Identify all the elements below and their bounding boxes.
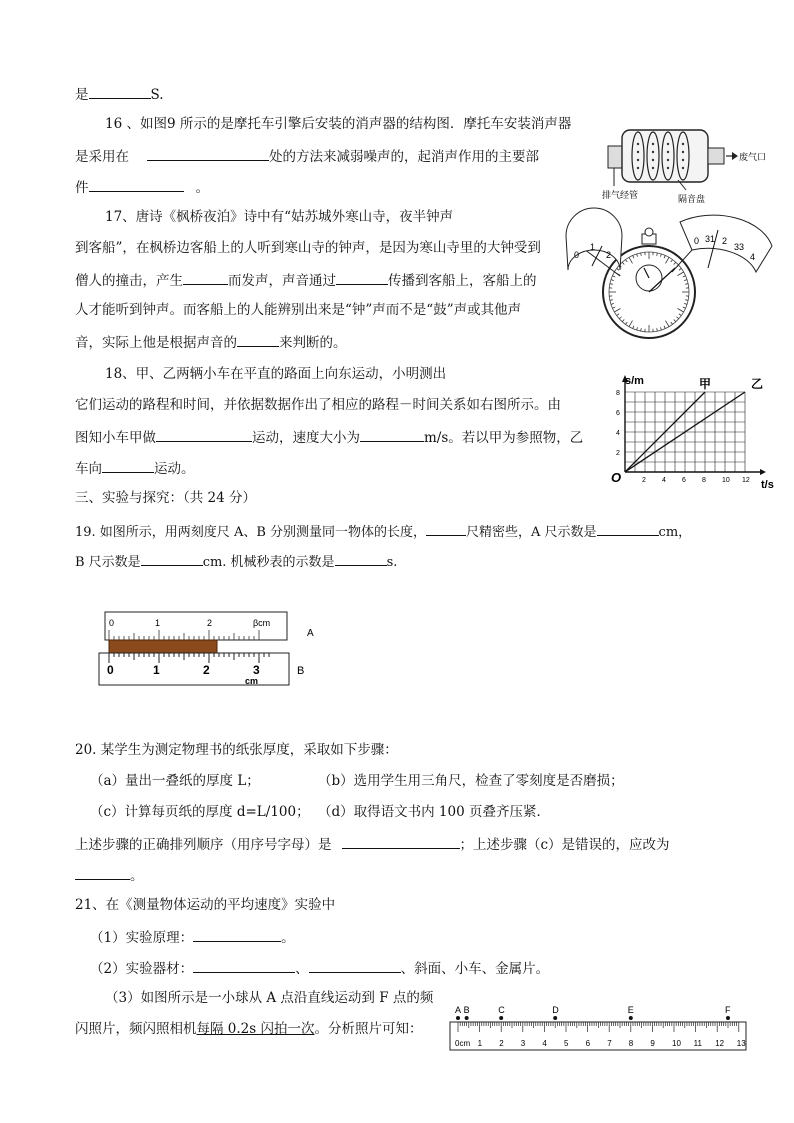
q19-line2 [75,551,397,572]
ruler-b-unit: cm [245,676,259,686]
text: ；上述步骤（c）是错误的，应改为 [459,837,670,853]
zoom-tick: 4 [750,252,756,262]
text: 僧人的撞击，产生 [75,273,183,289]
text: 。 [281,930,295,946]
strobe-tick-label: 3 [520,1039,526,1048]
text: 传播到客船上，客船上的 [388,273,537,289]
ruler-a-label: 2 [207,618,213,628]
q20-step-b: （b）选用学生用三角尺，检查了零刻度是否磨损； [318,773,624,789]
text: 运动，速度大小为 [252,430,360,446]
series-label: 甲 [699,377,712,391]
q18-line2: 它们运动的路程和时间，并依据数据作出了相应的路程－时间关系如右图所示。由 [75,397,561,413]
text: 件 [75,180,89,196]
strobe-dot [465,1016,469,1020]
answer-blank[interactable] [237,332,279,347]
answer-blank[interactable] [75,865,130,880]
ruler-b-label: 0 [107,663,114,677]
strobe-tick-label: 8 [628,1039,634,1048]
q17-line5 [75,332,347,352]
section-title: 三、实验与探究：（共 24 分） [75,490,257,506]
text: B 尺示数是 [75,555,141,570]
outlet-pipe [708,148,724,164]
answer-blank[interactable] [141,551,203,566]
strobe-point-label: C [498,1005,505,1015]
text: 。 [130,868,144,884]
x-tick-label: 10 [722,477,730,484]
answer-blank[interactable] [336,270,388,285]
q17-line3 [75,270,537,290]
q18-line3 [75,427,583,447]
distance-time-chart [605,372,785,490]
strobe-tick-label: 1 [477,1039,483,1048]
exhaust-in-label: 排气经管 [602,190,639,200]
text: 。分析照片可知： [314,1021,423,1037]
q20-step-d: （d）取得语文书内 100 页叠齐压紧． [318,804,550,820]
text: 、 [295,961,309,977]
ruler-a-tag: A [307,628,314,639]
ruler-b-label: 3 [253,663,260,677]
q18-line4 [75,458,195,478]
q20-step-c: （c）计算每页纸的厚度 d=L/100； [90,804,310,820]
text: （1）实验原理： [90,930,194,946]
exhaust-out-label: 废气口 [739,152,767,162]
q21-line3 [90,958,549,978]
measured-object [109,640,217,653]
text: 上述步骤的正确排列顺序（用序号字母）是 [75,837,332,853]
continuation-line [75,84,164,104]
x-tick-label: 2 [642,477,646,484]
strobe-point-label: A [455,1005,462,1015]
series-label: 乙 [751,377,764,391]
strobe-tick-label: 5 [564,1039,569,1048]
strobe-tick-label: 12 [715,1039,725,1048]
strobe-point-label: F [725,1005,731,1015]
text: （2）实验器材： [90,961,194,977]
zoom-tick: 0 [694,236,700,246]
x-axis-arrow [760,469,766,475]
zoom-tick: 33 [734,242,745,252]
q16-line3 [75,177,209,197]
strobe-dot [553,1016,557,1020]
strobe-point-label: D [552,1005,559,1015]
strobe-tick-label: 4 [542,1039,547,1048]
y-tick-label: 8 [616,390,620,397]
zoom-tick: 2 [606,250,612,260]
text: 尺精密些，A 尺示数是 [466,525,597,540]
x-axis-label: t/s [761,479,774,490]
strobe-dot [499,1016,503,1020]
answer-blank[interactable] [335,551,387,566]
answer-blank[interactable] [342,834,460,849]
q21-line1: 21、在《测量物体运动的平均速度》实验中 [75,897,336,913]
x-tick-label: 8 [702,477,706,484]
ruler-b-label: 2 [203,663,210,677]
zoom-tick: 31 [705,234,716,244]
strobe-tick-label: 9 [650,1039,655,1048]
text: 车向 [75,461,102,477]
rulers-figure [95,608,325,690]
strobe-point-label: E [627,1005,634,1015]
answer-blank[interactable] [360,427,424,442]
text: cm. 机械秒表的示数是 [202,555,335,570]
strobe-dot [726,1016,730,1020]
q20-line4 [75,834,670,854]
answer-blank[interactable] [156,427,252,442]
inlet-pipe [608,146,622,168]
zoom-tick: 1 [590,242,596,252]
q17-line4: 人才能听到钟声。而客船上的人能辨别出来是“钟”声而不是“鼓”声或其他声 [75,302,522,318]
q21-line2 [90,927,295,947]
q16-line2 [75,146,539,166]
ruler-b-label: 1 [153,663,160,677]
left-zoom [566,208,622,270]
strobe-point-label: B [463,1005,470,1015]
text: 。 [195,180,209,196]
baffle-label: 隔音盘 [678,194,706,204]
strobe-dot [456,1016,460,1020]
text: 处的方法来减弱噪声的，起消声作用的主要部 [269,149,539,165]
ruler-b-tag: B [297,665,305,677]
answer-blank[interactable] [193,958,295,973]
text: 而发声，声音通过 [228,273,336,289]
q17-line1: 17、唐诗《枫桥夜泊》诗中有“姑苏城外寒山寺，夜半钟声 [105,209,454,225]
strobe-tick-label: 2 [499,1039,504,1048]
answer-blank[interactable] [193,927,281,942]
answer-blank[interactable] [89,177,184,192]
y-axis-label: s/m [625,375,644,387]
text: S. [150,87,164,103]
q19-line1 [75,521,691,542]
text: cm， [658,525,692,540]
answer-blank[interactable] [102,458,154,473]
strobe-photo-ruler [446,1004,751,1054]
answer-blank[interactable] [183,270,228,285]
text: 闪照片，频闪照相机 [75,1021,197,1037]
strobe-tick-label: 11 [693,1039,702,1048]
y-tick-label: 4 [616,430,620,437]
text: 来判断的。 [279,335,347,351]
text: 是 [75,87,89,103]
muffler-diagram [598,118,778,208]
q18-line1: 18、甲、乙两辆小车在平直的路面上向东运动，小明测出 [105,366,447,382]
text: 是采用在 [75,149,129,165]
muffler-body [622,130,708,182]
answer-blank[interactable] [426,521,466,536]
answer-blank[interactable] [597,521,659,536]
strobe-tick-label: 7 [607,1039,612,1048]
text: s. [386,555,398,570]
q20-step-a: （a）量出一叠纸的厚度 L； [90,773,260,789]
text-underlined: 每隔 0.2s 闪拍一次 [196,1021,315,1037]
x-tick-label: 4 [662,477,666,484]
text: 运动。 [154,461,195,477]
text: 图知小车甲做 [75,430,156,446]
answer-blank[interactable] [89,84,151,99]
text: 音，实际上他是根据声音的 [75,335,237,351]
q21-line4: （3）如图所示是一小球从 A 点沿直线运动到 F 点的频 [105,990,434,1006]
origin-label: O [611,470,622,485]
answer-blank[interactable] [147,146,269,161]
text: m/s。若以甲为参照物，乙 [424,430,584,446]
q16-line1: 16 、如图9 所示的是摩托车引擎后安装的消声器的结构图．摩托车安装消声器 [105,116,572,132]
strobe-tick-label: 6 [585,1039,591,1048]
zoom-tick: 2 [722,236,728,246]
strobe-tick-label: 13 [736,1039,746,1048]
q21-line5 [75,1020,422,1038]
x-tick-label: 12 [742,477,750,484]
strobe-tick-label: 0cm [455,1039,471,1048]
text: 、斜面、小车、金属片。 [400,961,550,977]
answer-blank[interactable] [309,958,401,973]
q17-line2: 到客船”，在枫桥边客船上的人听到寒山寺的钟声，是因为寒山寺里的大钟受到 [75,240,541,256]
text: 19. 如图所示，用两刻度尺 A、B 分别测量同一物体的长度， [75,525,427,540]
ruler-a-label: 1 [155,618,161,628]
x-tick-label: 6 [682,477,686,484]
q20-line5 [75,865,144,885]
ruler-a-label: 0 [109,618,115,628]
ruler-b [99,653,289,685]
strobe-dot [629,1016,633,1020]
strobe-tick-label: 10 [672,1039,681,1048]
y-tick-label: 6 [616,410,620,417]
q20-line1: 20. 某学生为测定物理书的纸张厚度，采取如下步骤： [75,742,398,758]
stopwatch-figure [560,206,775,341]
zoom-tick: 0 [574,250,580,260]
y-tick-label: 2 [616,450,620,457]
ruler-a-label: βcm [253,618,271,628]
